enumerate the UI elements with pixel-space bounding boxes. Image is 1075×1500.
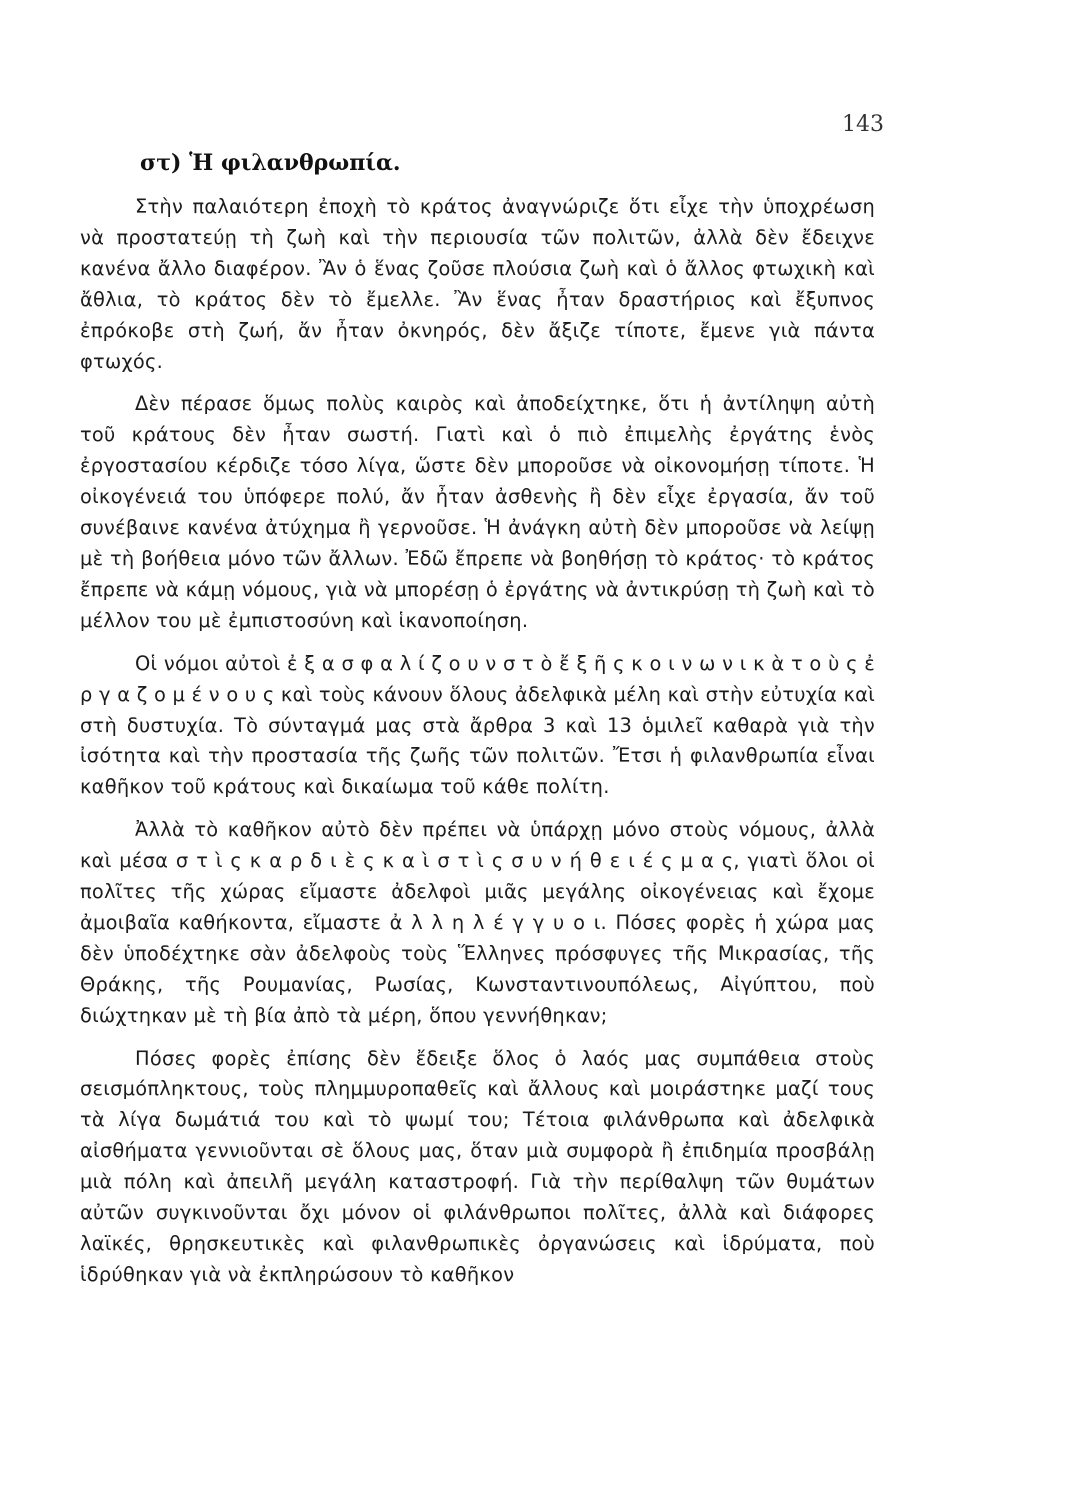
paragraph-3: Οἱ νόμοι αὐτοὶ ἐ ξ α σ φ α λ ί ζ ο υ ν σ τ ὸ ἔ ξ ῆ ς κ ο ι ν ω ν ι κ ὰ τ ο ὺ ς ἐ ρ γ α ζ ο μ έ ν ο υ ς καὶ τοὺς κάνουν ὅλους ἀδελφικὰ μέλη καὶ στὴν εὐτυχία καὶ στὴ δυστυχία. Τὸ σύνταγμά μας στὰ ἄρθρα 3 καὶ 13 ὁμιλεῖ καθαρὰ γιὰ τὴν ἰσότητα καὶ τὴν προστασία τῆς ζωῆς τῶν πολιτῶν. Ἔτσι ἡ φιλανθρωπία εἶναι καθῆκον τοῦ κράτους καὶ δικαίωμα τοῦ κάθε πολίτη. bbox=[80, 651, 875, 799]
paragraph-1: Στὴν παλαιότερη ἐποχὴ τὸ κράτος ἀναγνώριζε ὅτι εἶχε τὴν ὑποχρέωση νὰ προστατεύῃ τὴ ζωὴ καὶ τὴν περιουσία τῶν πολιτῶν, ἀλλὰ δὲν ἔδειχνε κανένα ἄλλο διαφέρον. Ἂν ὁ ἕνας ζοῦσε πλούσια ζωὴ καὶ ὁ ἄλλος φτωχικὴ καὶ ἄθλια, τὸ κράτος δὲν τὸ ἔμελλε. Ἂν ἕνας ἦταν δραστήριος καὶ ἔξυπνος ἐπρόκοβε στὴ ζωή, ἄν ἦταν ὀκνηρός, δὲν ἄξιζε τίποτε, ἔμενε γιὰ πάντα φτωχός. bbox=[80, 195, 875, 373]
body-text bbox=[80, 192, 875, 1291]
paragraph-5: Πόσες φορὲς ἐπίσης δὲν ἔδειξε ὅλος ὁ λαός μας συμπάθεια στοὺς σεισμόπληκτους, τοὺς πλημμυροπαθεῖς καὶ ἄλλους καὶ μοιράστηκε μαζί τους τὰ λίγα δωμάτιά του καὶ τὸ ψωμί του; Τέτοια φιλάνθρωπα καὶ ἀδελφικὰ αἰσθήματα γεννιοῦνται σὲ ὅλους μας, ὅταν μιὰ συμφορὰ ἢ ἐπιδημία προσβάλῃ μιὰ πόλη καὶ ἀπειλῆ μεγάλη καταστροφή. Γιὰ τὴν περίθαλψη τῶν θυμάτων αὐτῶν συγκινοῦνται ὄχι μόνον οἱ φιλάνθρωποι πολῖτες, ἀλλὰ καὶ διάφορες λαϊκές, θρησκευτικὲς καὶ φιλανθρωπικὲς ὀργανώσεις καὶ ἱδρύματα, ποὺ ἱδρύθηκαν γιὰ νὰ ἐκπληρώσουν τὸ καθῆκον bbox=[80, 1046, 875, 1286]
paragraph-4: Ἀλλὰ τὸ καθῆκον αὐτὸ δὲν πρέπει νὰ ὑπάρχῃ μόνο στοὺς νόμους, ἀλλὰ καὶ μέσα σ τ ὶ ς κ α ρ δ ι ὲ ς κ α ὶ σ τ ὶ ς σ υ ν ή θ ε ι έ ς μ α ς, γιατὶ ὅλοι οἱ πολῖτες τῆς χώρας εἴμαστε ἀδελφοὶ μιᾶς μεγάλης οἰκογένειας καὶ ἔχομε ἀμοιβαῖα καθήκοντα, εἴμαστε ἀ λ λ η λ έ γ γ υ ο ι. Πόσες φορὲς ἡ χώρα μας δὲν ὑποδέχτηκε σὰν ἀδελφοὺς τοὺς Ἕλληνες πρόσφυγες τῆς Μικρασίας, τῆς Θράκης, τῆς Ρουμανίας, Ρωσίας, Κωνσταντινουπόλεως, Αἰγύπτου, ποὺ διώχτηκαν μὲ τὴ βία ἀπὸ τὰ μέρη, ὅπου γεννήθηκαν; bbox=[80, 818, 875, 1027]
page-number: 143 bbox=[842, 112, 884, 137]
section-heading: στ) Ἡ φιλανθρωπία. bbox=[140, 150, 401, 176]
paragraph-2: Δὲν πέρασε ὅμως πολὺς καιρὸς καὶ ἀποδείχτηκε, ὅτι ἡ ἀντίληψη αὐτὴ τοῦ κράτους δὲν ἦταν σωστή. Γιατὶ καὶ ὁ πιὸ ἐπιμελὴς ἐργάτης ἑνὸς ἐργοστασίου κέρδιζε τόσο λίγα, ὥστε δὲν μποροῦσε νὰ οἰκονομήσῃ τίποτε. Ἡ οἰκογένειά του ὑπόφερε πολύ, ἄν ἦταν ἀσθενὴς ἢ δὲν εἶχε ἐργασία, ἄν τοῦ συνέβαινε κανένα ἀτύχημα ἢ γερνοῦσε. Ἡ ἀνάγκη αὐτὴ δὲν μποροῦσε νὰ λείψῃ μὲ τὴ βοήθεια μόνο τῶν ἄλλων. Ἐδῶ ἔπρεπε νὰ βοηθήσῃ τὸ κράτος· τὸ κράτος ἔπρεπε νὰ κάμῃ νόμους, γιὰ νὰ μπορέσῃ ὁ ἐργάτης νὰ ἀντικρύσῃ τὴ ζωὴ καὶ τὸ μέλλον του μὲ ἐμπιστοσύνη καὶ ἱκανοποίηση. bbox=[80, 392, 875, 632]
